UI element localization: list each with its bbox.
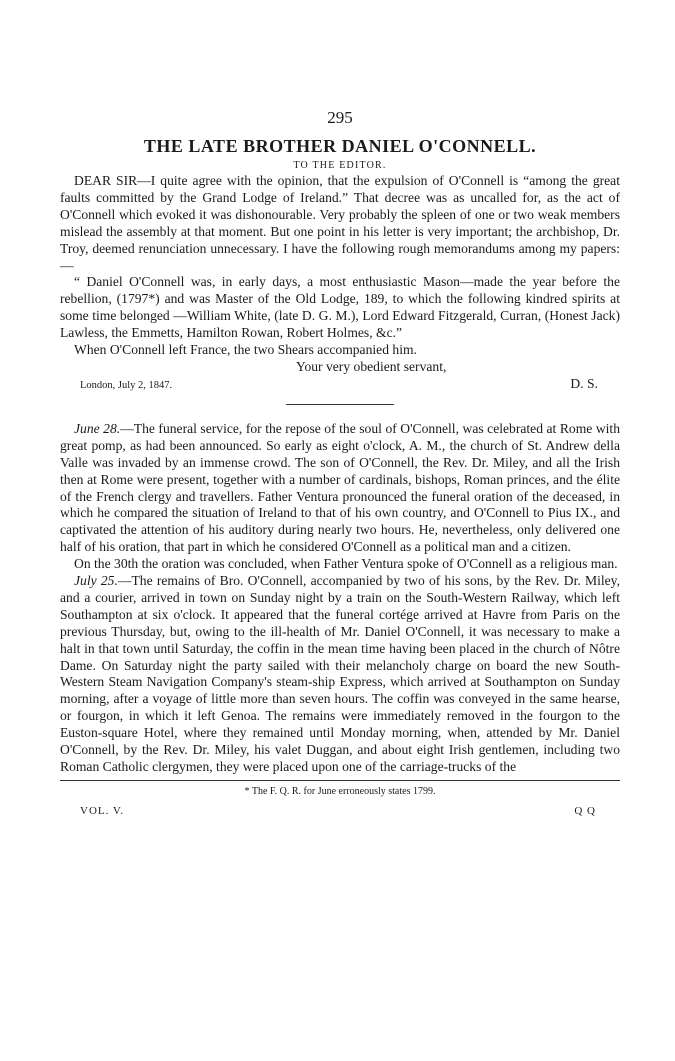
footnote-divider — [60, 780, 620, 781]
letter-salutation: DEAR SIR — [74, 173, 138, 188]
article-date-2: July 25. — [74, 573, 118, 589]
letter-paragraph-1-text: —I quite agree with the opinion, that the expulsion of O'Connell is “among the great faults committed by the Grand Lodge of Ireland.” That decree was as uncalled for, as the act of O'Connell which evoked it was dishonourable. Very probably the spleen of one or two weak members mislead the assembly at that moment. But one point in his letter is very important; the archbishop, Dr. Troy, deemed renunciation unnecessary. I have the following rough memorandums among my papers:— — [60, 173, 620, 273]
article-paragraph-3-text: —The remains of Bro. O'Connell, accompanied by two of his sons, by the Rev. Dr. Miley, and a courier, arrived in town on Sunday night by a train on the South-Western Railway, which left Southampton at six o'clock. It appeared that the funeral cortége arrived at Havre from Paris on the previous Thursday, but, owing to the ill-health of Mr. Daniel O'Connell, it was necessary to make a halt in that town until Saturday, the coffin in the mean time having been placed in the church of Nôtre Dame. On Saturday night the party sailed with their melancholy charge on board the new South-Western Steam Navigation Company's steam-ship Express, which arrived at Southampton on Sunday morning, after a voyage of little more than seven hours. The coffin was conveyed in the same hearse, or fourgon, in which it left Genoa. The remains were immediately removed in the fourgon to the Euston-square Hotel, where they remained until Monday morning, when, attended by Mr. Daniel O'Connell, by the Rev. Dr. Miley, his valet Duggan, and about eight Irish gentlemen, including two Roman Catholic clergymen, they were placed upon one of the carriage-trucks of the — [60, 573, 620, 774]
article-title: THE LATE BROTHER DANIEL O'CONNELL. — [143, 136, 537, 156]
letter-initials: D. S. — [570, 375, 598, 391]
signature-mark: Q Q — [574, 804, 596, 817]
letter-place-date: London, July 2, 1847. — [80, 379, 173, 391]
letter-closing: Your very obedient servant, — [296, 358, 447, 374]
article-paragraph-3 — [60, 573, 620, 776]
footnote: * The F. Q. R. for June erroneously states 1799. — [244, 785, 436, 797]
volume-label: VOL. V. — [80, 804, 125, 817]
article-paragraph-1-text: —The funeral service, for the repose of the soul of O'Connell, was celebrated at Rome with great pomp, as had been announced. So early as eight o'clock, A. M., the church of St. Andrew della Valle was invaded by an immense crowd. The son of O'Connell, the Rev. Dr. Miley, and all the Irish then at Rome were present, together with a number of cardinals, bishops, Roman princes, and the élite of the French clergy and travellers. Father Ventura pronounced the funeral oration of the deceased, in which he compared the situation of Ireland to that of his own country, and O'Connell to Pius IX., and captivated the attention of his auditory during nearly two hours. He, nevertheless, only delivered one half of his oration, that part in which he considered O'Connell as a political man and a citizen. — [60, 420, 620, 555]
page-number: 295 — [327, 108, 353, 127]
letter-paragraph-3: When O'Connell left France, the two Shears accompanied him. — [74, 342, 417, 358]
letter-dateline — [60, 376, 620, 392]
article-date-1: June 28. — [74, 420, 121, 436]
section-divider — [286, 404, 394, 405]
article-subtitle: TO THE EDITOR. — [293, 160, 387, 171]
article-paragraph-2: On the 30th the oration was concluded, when Father Ventura spoke of O'Connell as a religious man. — [74, 556, 618, 572]
page-footer — [60, 805, 620, 817]
letter-paragraph-1 — [60, 173, 620, 274]
document-page — [60, 108, 620, 817]
letter-paragraph-2: “ Daniel O'Connell was, in early days, a most enthusiastic Mason—made the year before the rebellion, (1797*) and was Master of the Old Lodge, 189, to which the following kindred spirits at some time belonged —William White, (late D. G. M.), Lord Edward Fitzgerald, Curran, (Honest Jack) Lawless, the Emmetts, Hamilton Rowan, Robert Holmes, &c.” — [60, 274, 620, 341]
article-paragraph-1 — [60, 421, 620, 556]
